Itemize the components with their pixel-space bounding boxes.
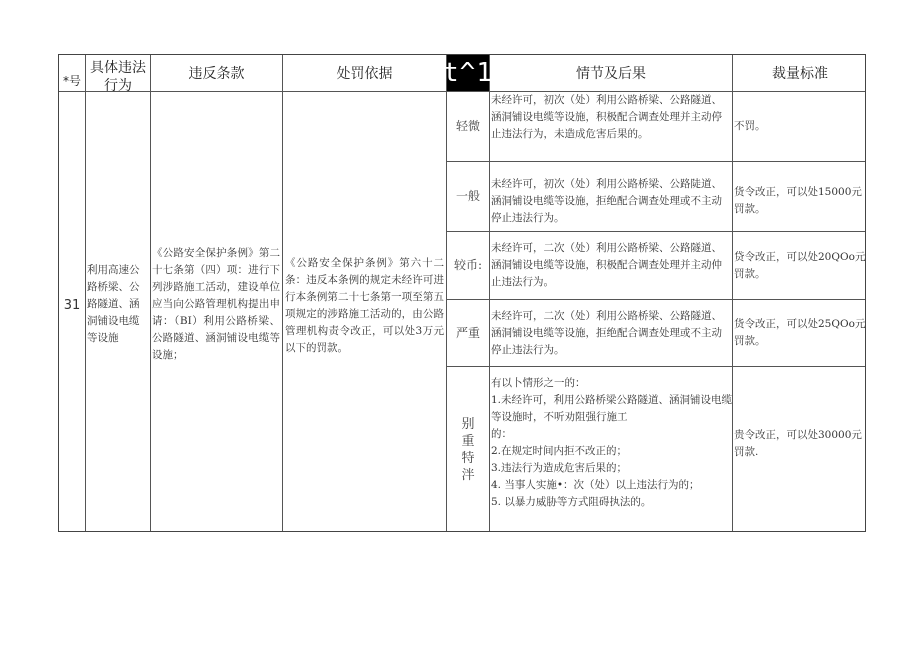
level-standard: 货令改正，可以处15000元罚款。 [734, 186, 862, 215]
list-item: 3.违法行为造成危害后果的； [491, 462, 628, 474]
level-description: 未经许可，二次（处）利用公路桥梁、公路隧道、涵洞铺设电缆等设施，拒绝配合调查处理或不主动停止违法行为。 [491, 310, 722, 356]
level-label: 轻微 [455, 119, 480, 133]
penalty-basis: 《公路安全保护条例》第六十二条：违反本条例的规定未经许可进行本条例第二十七条第一项至第五项规定的涉路施工活动的，由公路管理机构责令改正，可以处3万元以下的罚款。 [285, 257, 444, 354]
violation-act: 利用高速公路桥梁、公路隧道、涵洞铺设电缆等设施 [87, 264, 140, 344]
level-description: 未经许可，初次（处）利用公路桥梁、公路隧道、涵洞铺设电缆等设施，积极配合调查处理并主动停止违法行为，未造成危害后果的。 [491, 94, 722, 140]
list-item: 的： [491, 428, 512, 440]
header-basis: 处罚依据 [336, 66, 393, 82]
list-intro: 有以卜情形之一的： [491, 377, 586, 389]
level-label: 别重特泮 [461, 417, 475, 483]
penalty-table [58, 54, 866, 532]
level-label: 严重 [455, 325, 480, 340]
list-item: 1.未经许可，利用公路桥梁公路隧道、涵洞铺设电缆 [491, 394, 733, 406]
level-label-cell [447, 367, 489, 533]
level-description: 未经许可，初次（处）利用公路桥梁、公路陡道、涵洞铺设电缆等设施，拒绝配合调查处理或不主动停止违法行为。 [491, 178, 722, 224]
row-number: 31 [63, 298, 81, 313]
level-standard: 贷令改正，可以处20QOo元罚款。 [734, 251, 866, 280]
row-divider [446, 299, 865, 300]
level-standard: 不罚。 [734, 120, 766, 132]
grid-line [150, 55, 151, 531]
level-description-list [491, 375, 731, 511]
row-divider [446, 231, 865, 232]
grid-line [489, 55, 490, 531]
row-divider [446, 366, 865, 367]
header-seq: *号 [62, 74, 81, 88]
row-divider [446, 161, 865, 162]
list-item: 4. 当事人实施•：次（处）以上违法行为的； [491, 479, 700, 491]
level-standard: 货令改正，可以处25QOo元罚款。 [734, 318, 866, 347]
level-description: 未经许可，二次（处）利用公路桥梁、公路隧道、涵洞铺设电缆等设施，积极配合调查处理并主动仲止违法行为。 [491, 242, 722, 288]
list-item: 5. 以暴力威胁等方式阻碍执法的。 [491, 496, 652, 508]
header-clause: 违反条款 [188, 66, 245, 82]
header-marker: t^1 [447, 55, 489, 91]
list-item: 等设施时，不听劝阻强行施工 [491, 411, 628, 423]
grid-line [85, 55, 86, 531]
grid-line [732, 55, 733, 531]
violated-clause: 《公路安全保护条例》第二十七条第（四）项：进行下列涉路施工活动，建设单位应当向公路管理机构提出申请：（BI）利用公路桥梁、公路隧道、涵洞铺设电缆等设施； [152, 247, 280, 361]
header-act: 具体违法行为 [90, 60, 146, 94]
grid-line [282, 55, 283, 531]
level-standard: 贵令改正，可以处30000元罚款. [734, 429, 862, 458]
header-circumstance: 情节及后果 [576, 66, 646, 82]
header-standard: 裁量标准 [772, 66, 828, 82]
level-label: 一般 [455, 189, 480, 203]
list-item: 2.在规定时间内拒不改正的； [491, 445, 628, 457]
level-label: 较币: [453, 258, 483, 272]
